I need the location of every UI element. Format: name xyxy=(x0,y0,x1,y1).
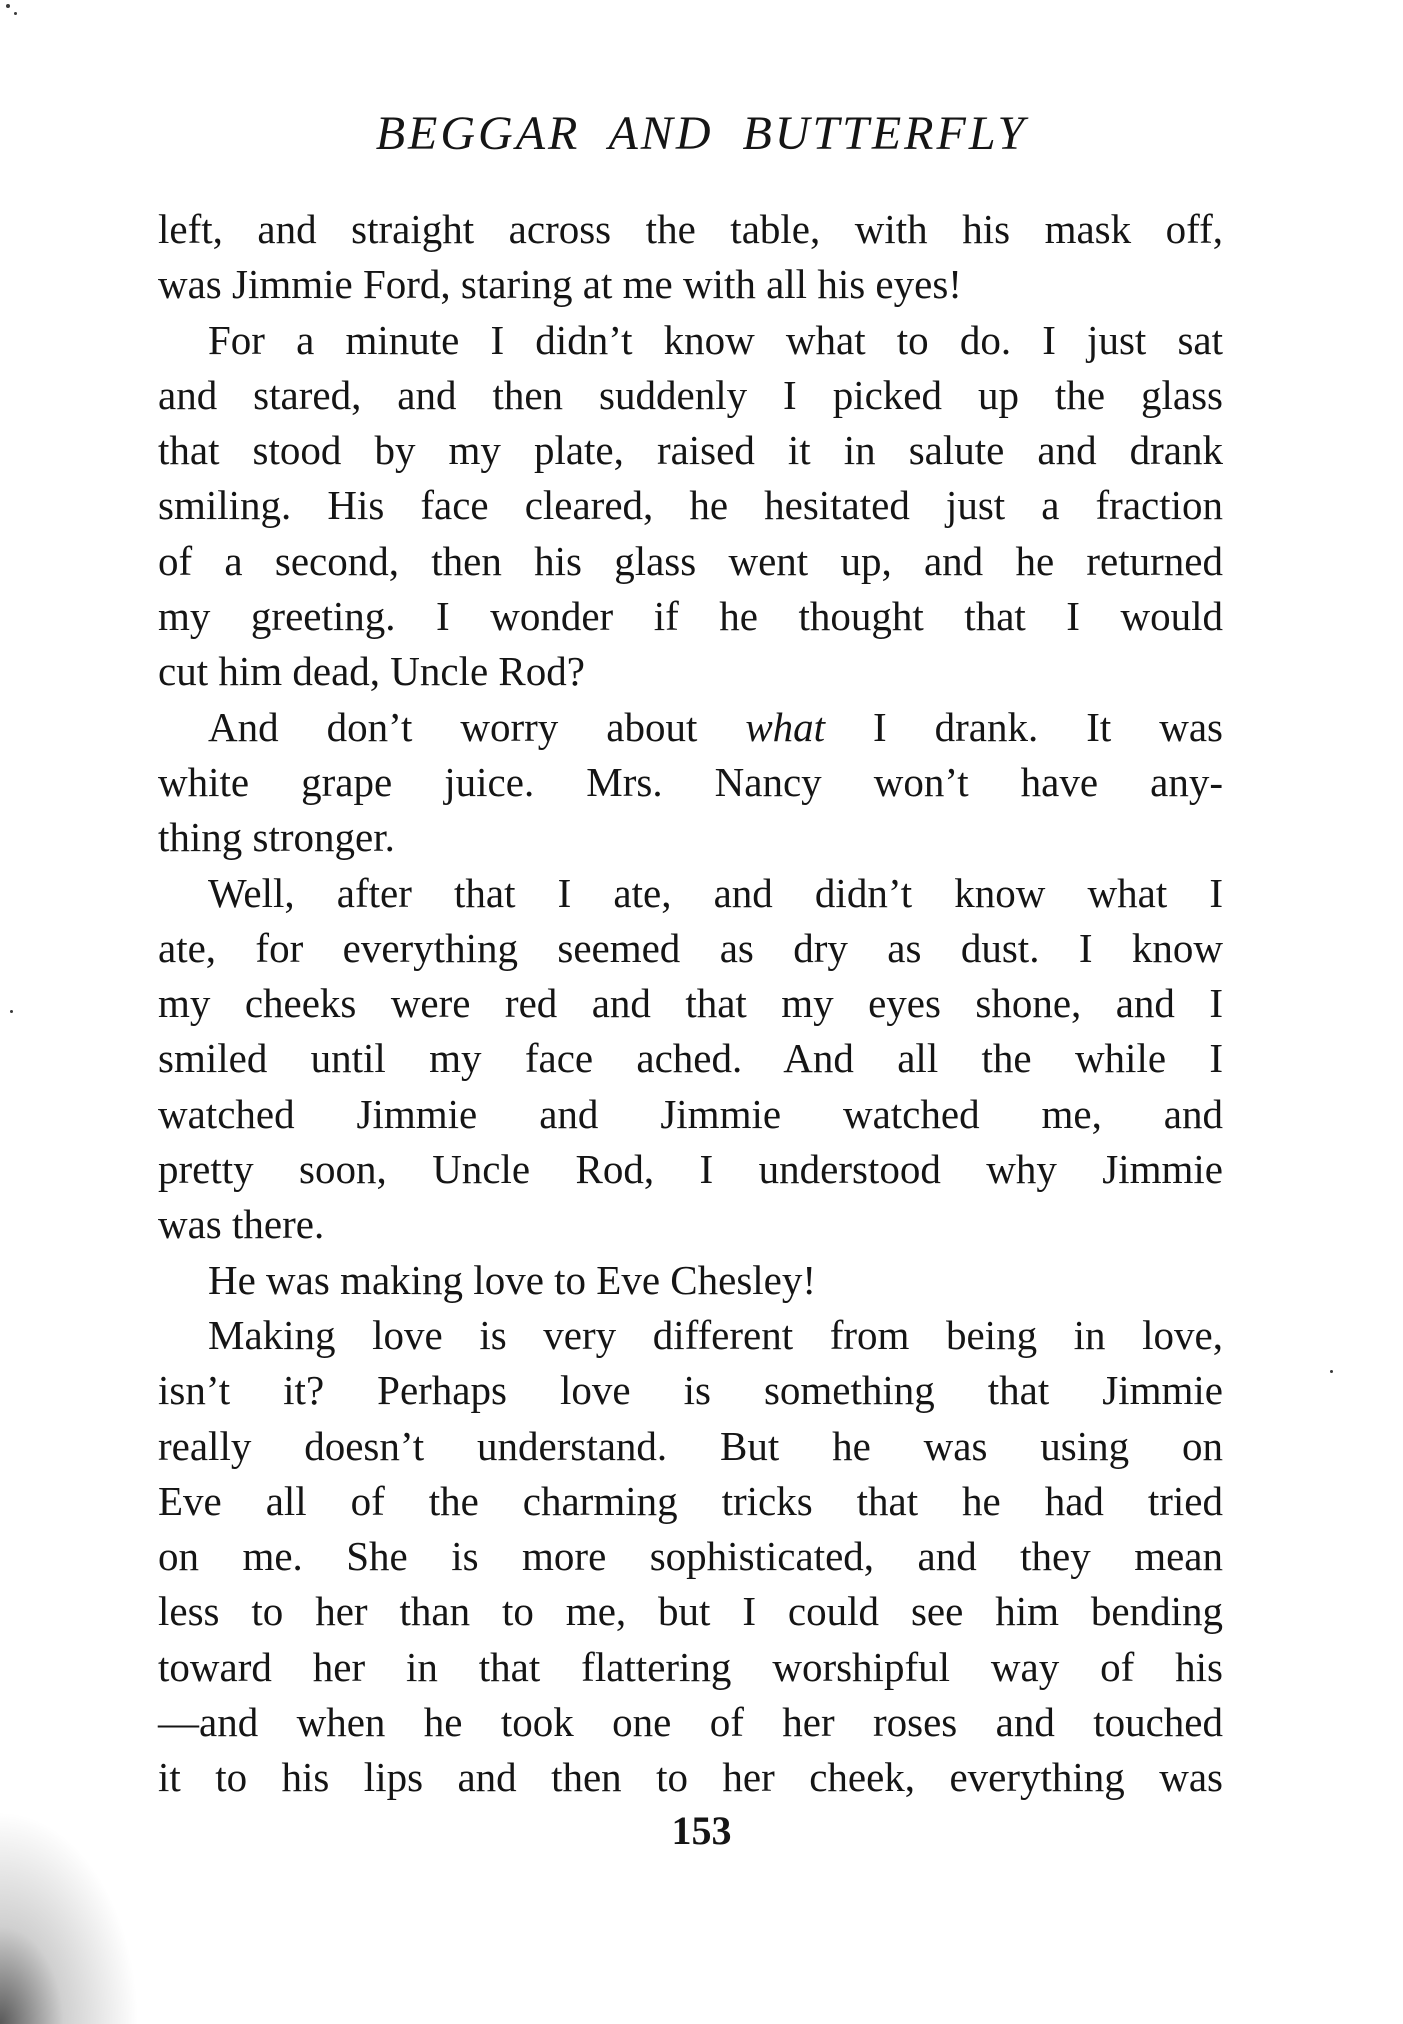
ink-speck xyxy=(1330,1370,1333,1373)
ink-speck xyxy=(10,1010,13,1013)
running-head: BEGGAR AND BUTTERFLY xyxy=(375,107,1028,160)
paragraph-first-line: Making love is very different from being in love, xyxy=(208,1311,1223,1358)
text-line: on me. She is more sophisticated, and they mean xyxy=(158,1533,1223,1580)
text-line: it to his lips and then to her cheek, everything was xyxy=(158,1754,1223,1801)
text-line: less to her than to me, but I could see him bending xyxy=(158,1588,1223,1635)
text-line: my cheeks were red and that my eyes shone, and I xyxy=(158,980,1223,1027)
paragraph-first-line xyxy=(158,700,1223,755)
emphasized-word: what xyxy=(745,703,826,750)
text-line: ate, for everything seemed as dry as dust. I know xyxy=(158,924,1223,971)
text-line: toward her in that flattering worshipful way of his xyxy=(158,1643,1223,1690)
text-line: thing stronger. xyxy=(158,814,395,861)
text-line: was there. xyxy=(158,1201,325,1248)
text-line: isn’t it? Perhaps love is something that Jimmie xyxy=(158,1367,1223,1414)
paragraph-first-line: He was making love to Eve Chesley! xyxy=(208,1256,817,1303)
text-fragment: I drank. It was xyxy=(825,703,1224,750)
paragraph-first-line: For a minute I didn’t know what to do. I just sat xyxy=(208,316,1223,363)
text-line: really doesn’t understand. But he was using on xyxy=(158,1422,1223,1469)
text-line: left, and straight across the table, with his mask off, xyxy=(158,206,1223,252)
text-line: —and when he took one of her roses and touched xyxy=(158,1699,1223,1746)
text-line: smiling. His face cleared, he hesitated just a fraction xyxy=(158,482,1223,529)
text-line: was Jimmie Ford, staring at me with all his eyes! xyxy=(158,261,962,308)
ink-speck xyxy=(14,12,17,15)
text-line: of a second, then his glass went up, and he returned xyxy=(158,537,1223,584)
text-line: my greeting. I wonder if he thought that I would xyxy=(158,593,1223,640)
ink-speck xyxy=(6,4,10,8)
text-line: that stood by my plate, raised it in salute and drank xyxy=(158,427,1223,474)
page-number: 153 xyxy=(671,1808,732,1853)
text-line: white grape juice. Mrs. Nancy won’t have any- xyxy=(158,758,1223,805)
text-fragment: And don’t worry about xyxy=(208,703,746,750)
page-edge-shadow xyxy=(0,1794,150,2024)
text-line: watched Jimmie and Jimmie watched me, and xyxy=(158,1090,1223,1137)
paragraph-first-line: Well, after that I ate, and didn’t know what I xyxy=(208,869,1223,916)
text-line: and stared, and then suddenly I picked up the glass xyxy=(158,371,1223,418)
text-line: pretty soon, Uncle Rod, I understood why Jimmie xyxy=(158,1146,1223,1193)
text-line: Eve all of the charming tricks that he had tried xyxy=(158,1477,1223,1524)
page-body-text xyxy=(158,202,1223,1806)
text-line: cut him dead, Uncle Rod? xyxy=(158,648,585,695)
text-line: smiled until my face ached. And all the while I xyxy=(158,1035,1223,1082)
